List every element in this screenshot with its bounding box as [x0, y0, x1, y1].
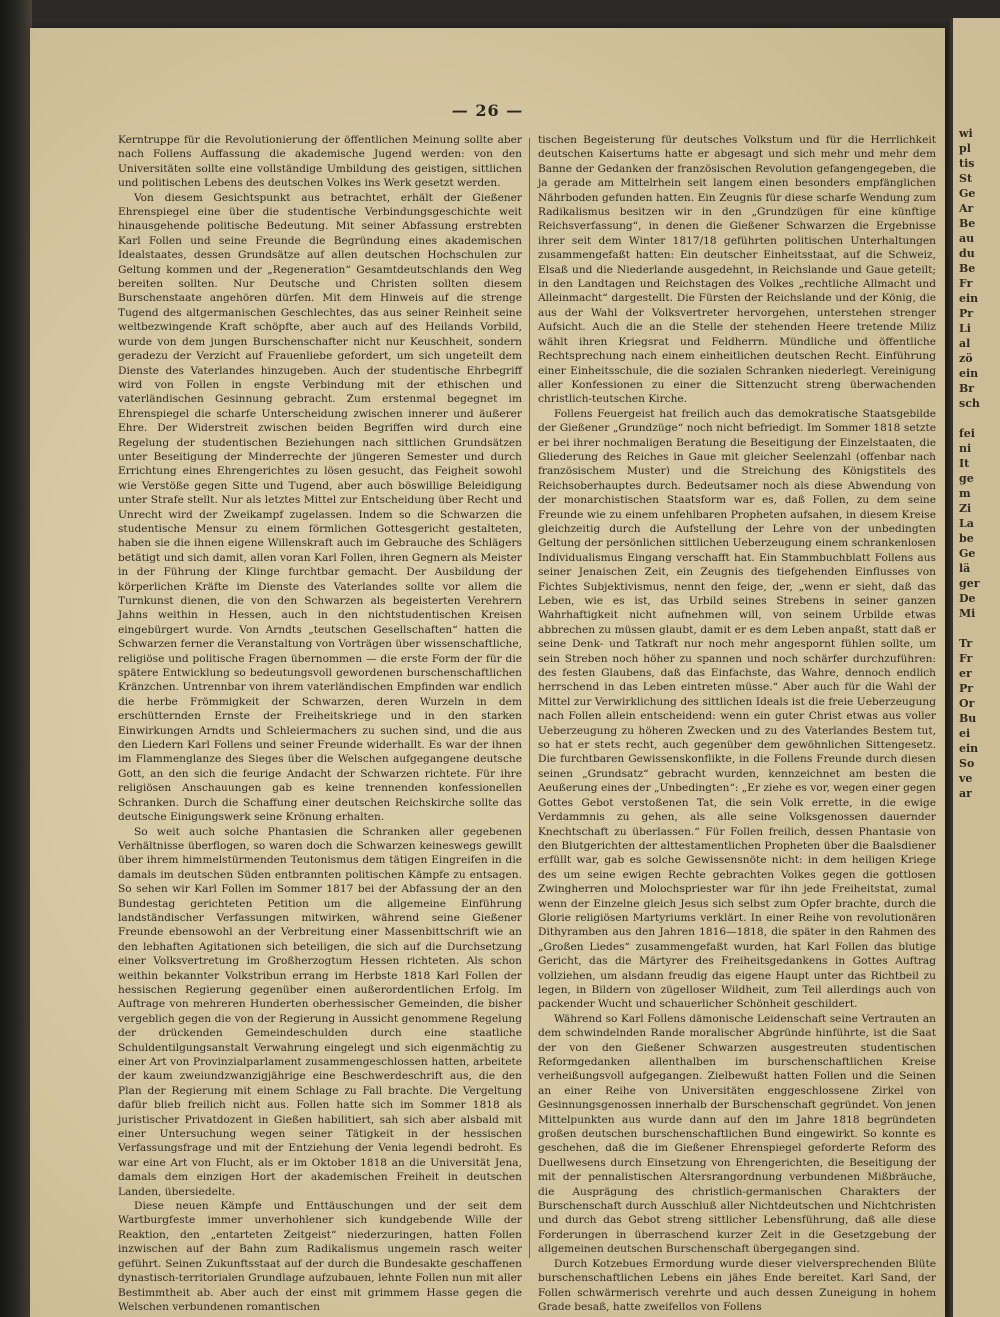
adjacent-page-fragment: Ar [959, 202, 974, 215]
adjacent-page-fragment: er [959, 667, 972, 680]
adjacent-page-edge [950, 18, 1000, 1317]
paragraph: Durch Kotzebues Ermordung wurde dieser vielversprechenden Blüte burschenschaftlichen Lebens ein jähes Ende bereitet. Karl Sand, der Follen schwärmerisch verehrte und auch dessen Zuneigung in hohem Grade besaß, hatte zweifellos von Follens [538, 1257, 936, 1313]
adjacent-page-fragment: Tr [959, 637, 973, 650]
book-page [30, 28, 945, 1317]
adjacent-page-fragment: Zi [959, 502, 972, 515]
adjacent-page-fragment [959, 621, 1000, 636]
book-spine [0, 0, 32, 1317]
adjacent-page-fragment: wi [959, 127, 973, 140]
paragraph: Kerntruppe für die Revolutionierung der öffentlichen Meinung sollte aber nach Follens Auffassung die akademische Jugend werden: von den Universitäten sollte eine vollständige Umbildung des geistigen, sittlichen und politischen Lebens des deutschen Volkes ins Werk gesetzt werden. [118, 134, 522, 190]
adjacent-page-fragment: ar [959, 787, 972, 800]
adjacent-page-fragment: ein [959, 367, 979, 380]
adjacent-page-fragment: au [959, 232, 975, 245]
adjacent-page-fragment: sch [959, 397, 980, 410]
adjacent-page-fragment: m [959, 487, 971, 500]
adjacent-page-fragment: Ge [959, 187, 976, 200]
paragraph: tischen Begeisterung für deutsches Volkstum und für die Herrlichkeit deutschen Kaisertums hatte er abgesagt und sich mehr und mehr dem Banne der Gedanken der französischen Revolution gefangengegeben, die ja gerade am Mittelrhein seit langem einen besonders empfänglichen Nährboden gefunden hatten. Ein Zeugnis für diese scharfe Wendung zum Radikalismus besitzen wir in den „Grundzügen für eine künftige Reichsverfassung“, in denen die Gießener Schwarzen die Ergebnisse ihrer seit dem Winter 1817/18 geführten politischen Unterhaltungen zusammengefaßt hatten: Ein deutscher Einheitsstaat, auf die Schweiz, Elsaß und die Niederlande ausgedehnt, in Reichslande und Gaue geteilt; in den Landtagen und Reichstagen des Volkes „rechtliche Allmacht und Alleinmacht“ dargestellt. Die Fürsten der Reichslande und der König, die aus der Wahl der Volksvertreter hervorgehen, unterstehen strenger Aufsicht. Auch die an die Stelle der stehenden Heere tretende Miliz wählt ihren Kriegsrat und Feldherrn. Mündliche und öffentliche Rechtsprechung nach einem einheitlichen deutschen Recht. Einführung einer Einheitsschule, die die sozialen Schranken niederlegt. Vereinigung aller Konfessionen zu einer die Sittenzucht streng überwachenden christlich-teutschen Kirche. [538, 134, 936, 406]
adjacent-page-fragment: Bu [959, 712, 977, 725]
adjacent-page-fragment: ei [959, 727, 971, 740]
adjacent-page-fragment: Mi [959, 607, 976, 620]
left-column [118, 133, 522, 1314]
adjacent-page-fragment: zö [959, 352, 973, 365]
adjacent-page-fragment: Fr [959, 652, 973, 665]
paragraph: Während so Karl Follens dämonische Leidenschaft seine Vertrauten an dem schwindelnden Rande moralischer Abgründe hinführte, ist die Saat der von den Gießener Schwarzen ausgestreuten studentischen Reformgedanken allenthalben im burschenschaftlichen Kreise verheißungsvoll aufgegangen. Zielbewußt hatten Follen und die Seinen an einer Reihe von Universitäten enggeschlossene Zirkel von Gesinnungsgenossen innerhalb der Burschenschaft gegründet. Von jenen Mittelpunkten aus wurde dann auf den im Jahre 1818 begründeten großen deutschen burschenschaftlichen Bund eingewirkt. So konnte es geschehen, daß die im Gießener Ehrenspiegel geforderte Reform des Duellwesens durch Einsetzung von Ehrengerichten, die Beseitigung der mit der pennalistischen Altersrangordnung verbundenen Mißbräuche, die Ausprägung des christlich-germanischen Charakters der Burschenschaft durch Ausschluß aller Nichtdeutschen und Nichtchristen und durch das Gebot streng sittlicher Lebensführung, daß alle diese Forderungen in überraschend kurzer Zeit in die Gesetzgebung der allgemeinen deutschen Burschenschaft übergegangen sind. [538, 1012, 936, 1256]
page-number: — 26 — [451, 101, 524, 120]
adjacent-page-fragment: St [959, 172, 973, 185]
adjacent-page-fragment: ge [959, 472, 974, 485]
paragraph: So weit auch solche Phantasien die Schranken aller gegebenen Verhältnisse überflogen, so waren doch die Schwarzen keineswegs gewillt über ihrem himmelstürmenden Teutonismus dem tätigen Eingreifen in die damals im deutschen Süden entbrannten politischen Kämpfe zu entsagen. So sehen wir Karl Follen im Sommer 1817 bei der Abfassung der an den Bundestag gerichteten Petition um die allgemeine Einführung landständischer Verfassungen mitwirken, während seine Gießener Freunde ebensowohl an der Verbreitung einer Massenbittschrift wie an den lebhaften Agitationen sich beteiligen, die sich auf die Durchsetzung einer Volksvertretung im Großherzogtum Hessen richteten. Als schon weithin bekannter Volkstribun errang im Herbste 1818 Karl Follen der hessischen Regierung gegenüber einen außerordentlichen Erfolg. Im Auftrage von mehreren Hunderten oberhessischer Gemeinden, die bisher vergeblich gegen die von der Regierung in Aussicht genommene Regelung der drückenden Gemeindeschulden durch eine staatliche Schuldentilgungsanstalt Verwahrung eingelegt und sich eigenmächtig zu einer Art von Provinzialparlament zusammengeschlossen hatten, arbeitete der kaum zweiundzwanzigjährige eine Beschwerdeschrift aus, die den Plan der Regierung mit einem Schlage zu Fall brachte. Die Vergeltung dafür blieb freilich nicht aus. Follen hatte sich im Sommer 1818 als juristischer Privatdozent in Gießen habilitiert, sah sich aber alsbald mit einer Untersuchung wegen seiner Tätigkeit in der hessischen Verfassungsfrage und mit der Entziehung der Venia legendi bedroht. Es war eine Art von Flucht, als er im Oktober 1818 an die Universität Jena, damals dem einzigen Hort der akademischen Freiheit in deutschen Landen, übersiedelte. [118, 825, 522, 1198]
adjacent-page-fragment: So [959, 757, 975, 770]
adjacent-page-fragment: du [959, 247, 975, 260]
adjacent-page-fragment: lä [959, 562, 971, 575]
adjacent-page-fragment: pl [959, 142, 971, 155]
adjacent-page-fragment: La [959, 517, 974, 530]
adjacent-page-fragment: ein [959, 742, 979, 755]
adjacent-page-fragment: Pr [959, 682, 974, 695]
adjacent-page-fragment: Or [959, 697, 975, 710]
column-divider [529, 138, 530, 1258]
paragraph: Von diesem Gesichtspunkt aus betrachtet, erhält der Gießener Ehrenspiegel eine über die studentische Verbindungsgeschichte weit hinausgehende politische Bedeutung. Mit seiner Abfassung erstrebten Karl Follen und seine Freunde die Begründung eines akademischen Idealstaates, dessen Grundsätze auf allen deutschen Hochschulen zur Geltung kommen und der „Regeneration“ Gesamtdeutschlands den Weg bereiten sollten. Nur Deutsche und Christen sollten diesem Burschenstaate angehören dürfen. Mit dem Hinweis auf die strenge Tugend des altgermanischen Geschlechtes, das aus seiner Reinheit seine weltbezwingende Kraft schöpfte, aber auch auf des Heilands Vorbild, wurde von dem jungen Burschenschafter nicht nur Keuschheit, sondern geradezu der Verzicht auf Frauenliebe gefordert, um sich ungeteilt dem Dienste des Vaterlandes hinzugeben. Auch der studentische Ehrbegriff wird von Follen in engste Verbindung mit der ethischen und vaterländischen Gesinnung gebracht. Zum erstenmal begegnet im Ehrenspiegel die scharfe Unterscheidung zwischen innerer und äußerer Ehre. Der Widerstreit zwischen beiden Begriffen wird durch eine Regelung der studentischen Beziehungen nach sittlichen Grundsätzen unter Beseitigung der Minderrechte der jüngeren Semester und durch Errichtung eines Ehrengerichtes zu lösen gesucht, das Feigheit sowohl wie Verstöße gegen Sitte und Tugend, aber auch böswillige Beleidigung unter Strafe stellt. Nur als letztes Mittel zur Entscheidung über Recht und Unrecht wird der Zweikampf zugelassen. Indem so die Schwarzen die studentische Mensur zu einem förmlichen Gottesgericht gestalteten, haben sie die ihnen eigene Willenskraft auch im Gebrauche des Schlägers betätigt und sich damit, allen voran Karl Follen, ihren Gegnern als Meister in der Führung der Klinge furchtbar gemacht. Der Ausbildung der körperlichen Kräfte im Dienste des Vaterlandes sollte vor allem die Turnkunst dienen, die von den Schwarzen als begeisterten Verehrern Jahns weithin in Hessen, auch in den nichtstudentischen Kreisen eingebürgert wurde. Von Arndts „teutschen Gesellschaften“ hatten die Schwarzen ferner die Veranstaltung von Vorträgen über wissenschaftliche, religiöse und politische Fragen übernommen — die erste Form der für die spätere Entwicklung so bedeutungsvoll gewordenen burschenschaftlichen Kränzchen. Untrennbar von ihrem vaterländischen Empfinden war endlich die herbe Frömmigkeit der Schwarzen, deren Wurzeln in dem erschütternden Ernste der Freiheitskriege und in den starken Einwirkungen Arndts und Schleiermachers zu suchen sind, und die aus den Liedern Karl Follens und seiner Freunde widerhallt. Es war der ihnen im Flammenglanze des Sieges über die Welschen aufgegangene deutsche Gott, an den sich die feurige Andacht der Schwarzen richtete. Für ihre religiösen Anschauungen gab es keine trennenden konfessionellen Schranken. Durch die Schaffung einer deutschen Reichskirche sollte das deutsche Einigungswerk seine Krönung erhalten. [118, 191, 522, 824]
adjacent-page-fragment: Ge [959, 547, 976, 560]
adjacent-page-fragment: It [959, 457, 970, 470]
adjacent-page-fragment: ein [959, 292, 979, 305]
adjacent-page-fragment: Pr [959, 307, 974, 320]
adjacent-page-fragment: Li [959, 322, 971, 335]
right-column [538, 133, 936, 1314]
adjacent-page-fragment: ni [959, 442, 972, 455]
adjacent-page-fragment: ve [959, 772, 973, 785]
adjacent-page-fragment: al [959, 337, 971, 350]
adjacent-page-fragment: tis [959, 157, 975, 170]
adjacent-page-fragment: be [959, 532, 974, 545]
adjacent-page-fragment: Fr [959, 277, 973, 290]
adjacent-page-fragment: ger [959, 577, 980, 590]
adjacent-page-fragment: Be [959, 262, 976, 275]
adjacent-page-fragment: Be [959, 217, 976, 230]
adjacent-page-text [953, 18, 1000, 801]
paragraph: Follens Feuergeist hat freilich auch das demokratische Staatsgebilde der Gießener „Grundzüge“ noch nicht befriedigt. Im Sommer 1818 setzte er bei ihrer nochmaligen Beratung die Beseitigung der Einzelstaaten, die Gliederung des Reiches in Gaue mit gleicher Seelenzahl (offenbar nach französischem Muster) und die Streichung des Königstitels des Reichsoberhauptes durch. Bedeutsamer noch als diese Abwendung von der monarchistischen Staatsform war es, daß Follen, zu dem seine Freunde wie zu einem unfehlbaren Propheten aufsahen, in diesem Kreise gleichzeitig durch die Aufstellung der Lehre von der unbedingten Geltung der persönlichen sittlichen Ueberzeugung einem schrankenlosen Individualismus Eingang verschafft hat. Ein Stammbuchblatt Follens aus seiner Jenaischen Zeit, ein Zeugnis des tiefgehenden Einflusses von Fichtes Subjektivismus, nennt den feige, der, „wenn er sieht, daß das Leben, wie es ist, das Urbild seines Strebens in seiner ganzen Wahrhaftigkeit nicht aufnehmen will, von seinem Urbilde etwas abbrechen zu müssen glaubt, damit er es dem Leben anpaßt, statt daß er seine Denk- und Tatkraft nur noch mehr angespornt fühlen sollte, um sein Streben noch höher zu spannen und noch schärfer durchzuführen: des festen Glaubens, daß das Einfachste, das Wahre, dennoch endlich herrschend in das Leben eintreten müsse.“ Aber auch für die Wahl der Mittel zur Verwirklichung des sittlichen Ideals ist die freie Ueberzeugung nach Follen allein entscheidend: wenn ein guter Christ etwas aus voller Ueberzeugung zu höheren Zwecken und zu des Vaterlandes Bestem tut, so hat er stets recht, auch gegenüber dem gewöhnlichen Sittengesetz. Die furchtbaren Gewissenskonflikte, in die Follens Freunde durch diesen seinen „Grundsatz“ gebracht wurden, kennzeichnet am besten die Aeußerung eines der „Unbedingten“: „Er ziehe es vor, wegen einer gegen Gottes Gebot verstoßenen Tat, die sein Volk errette, in die ewige Verdammnis zu gehen, als alle seine Volksgenossen dauernder Knechtschaft zu überlassen.“ Für Follen freilich, dessen Phantasie von den Blutgerichten der alttestamentlichen Propheten über die Baalsdiener erfüllt war, gab es solche Gewissensnöte nicht: in dem heiligen Kriege des um seine ewigen Rechte gebrachten Volkes gegen die gottlosen Zwingherren und Molochspriester war für ihn jede Freiheitstat, zumal wenn der Einzelne gleich Jesus sich selbst zum Opfer brachte, durch die Glorie religiösen Martyriums verklärt. In einer Reihe von revolutionären Dithyramben aus den Jahren 1816—1818, die später in den Rahmen des „Großen Liedes“ zusammengefaßt wurden, hat Karl Follen das blutige Gericht, das die Märtyrer des Freiheitsgedankens in Gottes Auftrag vollziehen, um alsdann freudig das eigene Haupt unter das Richtbeil zu legen, in Bildern von zügelloser Wildheit, zum Teil allerdings auch von packender Wucht und schauerlicher Schönheit geschildert. [538, 407, 936, 1011]
adjacent-page-fragment [959, 411, 1000, 426]
adjacent-page-fragment: fei [959, 427, 975, 440]
adjacent-page-fragment: Br [959, 382, 975, 395]
paragraph: Diese neuen Kämpfe und Enttäuschungen und der seit dem Wartburgfeste immer unverhohlener sich kundgebende Wille der Reaktion, den „entarteten Zeitgeist“ niederzuringen, hatten Follen inzwischen auf der Bahn zum Radikalismus ungemein rasch weiter geführt. Seinen Zukunftsstaat auf der durch die Bundesakte geschaffenen dynastisch-territorialen Grundlage aufzubauen, lehnte Follen nun mit aller Bestimmtheit ab. Aber auch der einst mit grimmem Hasse gegen die Welschen verbundenen romantischen [118, 1200, 522, 1313]
adjacent-page-fragment: De [959, 592, 976, 605]
